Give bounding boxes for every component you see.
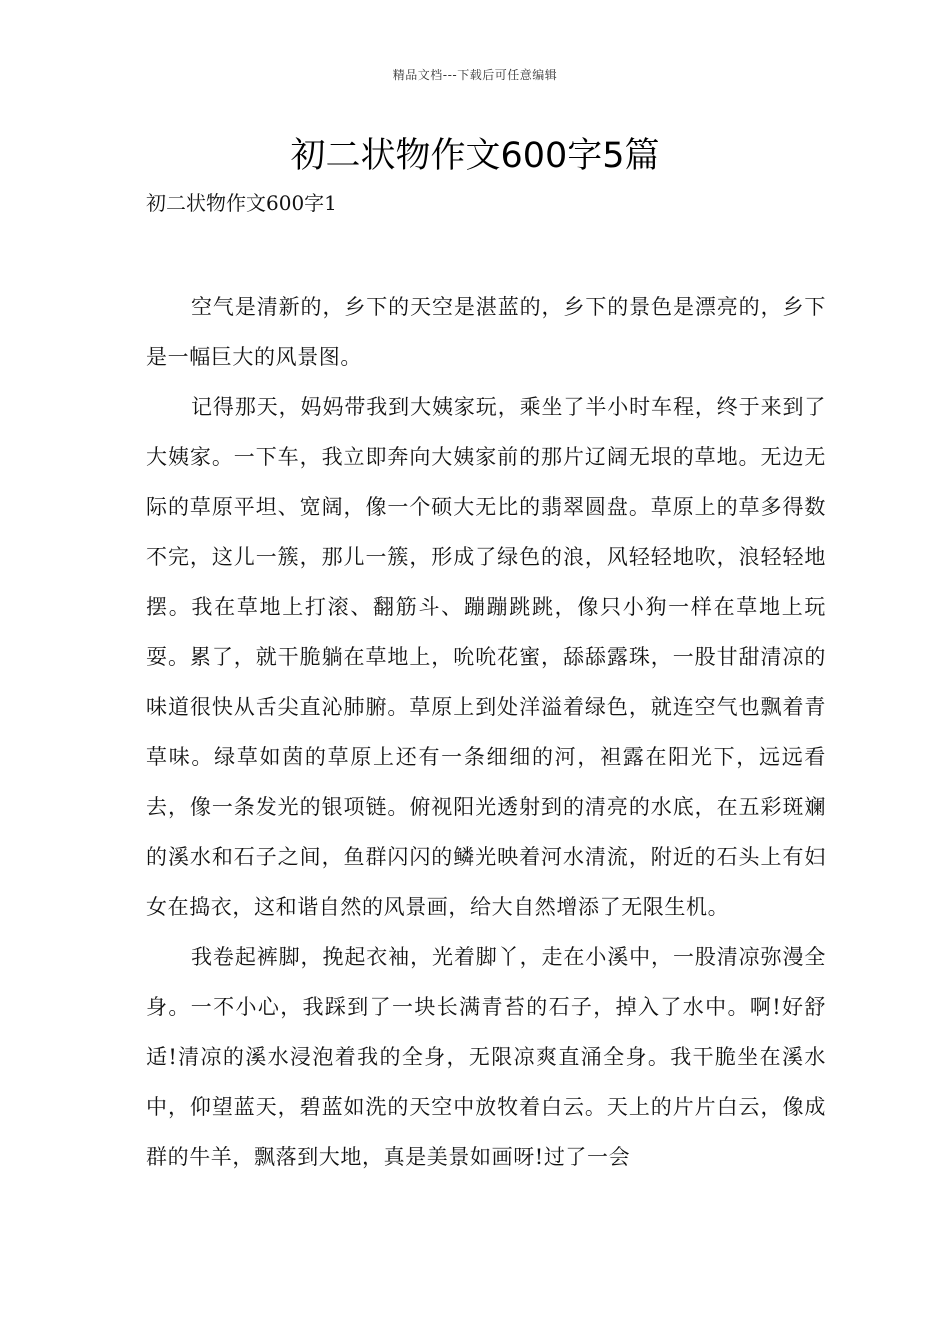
document-title: 初二状物作文600字5篇 (290, 136, 660, 176)
header-note: 精品文档---下载后可任意编辑 (392, 68, 558, 82)
paragraph: 空气是清新的，乡下的天空是湛蓝的，乡下的景色是漂亮的，乡下是一幅巨大的风景图。 (146, 295, 826, 369)
paragraph: 记得那天，妈妈带我到大姨家玩，乘坐了半小时车程，终于来到了大姨家。一下车，我立即奔向大姨家前的那片辽阔无垠的草地。无边无际的草原平坦、宽阔，像一个硕大无比的翡翠圆盘。草原上的草多得数不完，这儿一簇，那儿一簇，形成了绿色的浪，风轻轻地吹，浪轻轻地摆。我在草地上打滚、翻筋斗、蹦蹦跳跳，像只小狗一样在草地上玩耍。累了，就干脆躺在草地上，吮吮花蜜，舔舔露珠，一股甘甜清凉的味道很快从舌尖直沁肺腑。草原上到处洋溢着绿色，就连空气也飘着青草味。绿草如茵的草原上还有一条细细的河，袒露在阳光下，远远看去，像一条发光的银项链。俯视阳光透射到的清亮的水底，在五彩斑斓的溪水和石子之间，鱼群闪闪的鳞光映着河水清流，附近的石头上有妇女在捣衣，这和谐自然的风景画，给大自然增添了无限生机。 (146, 395, 826, 919)
paragraph: 我卷起裤脚，挽起衣袖，光着脚丫，走在小溪中，一股清凉弥漫全身。一不小心，我踩到了一块长满青苔的石子，掉入了水中。啊!好舒适!清凉的溪水浸泡着我的全身，无限凉爽直涌全身。我干脆坐在溪水中，仰望蓝天，碧蓝如洗的天空中放牧着白云。天上的片片白云，像成群的牛羊，飘落到大地，真是美景如画呀!过了一会 (146, 945, 826, 1169)
section-heading: 初二状物作文600字1 (146, 191, 337, 215)
body-text (146, 282, 826, 1182)
